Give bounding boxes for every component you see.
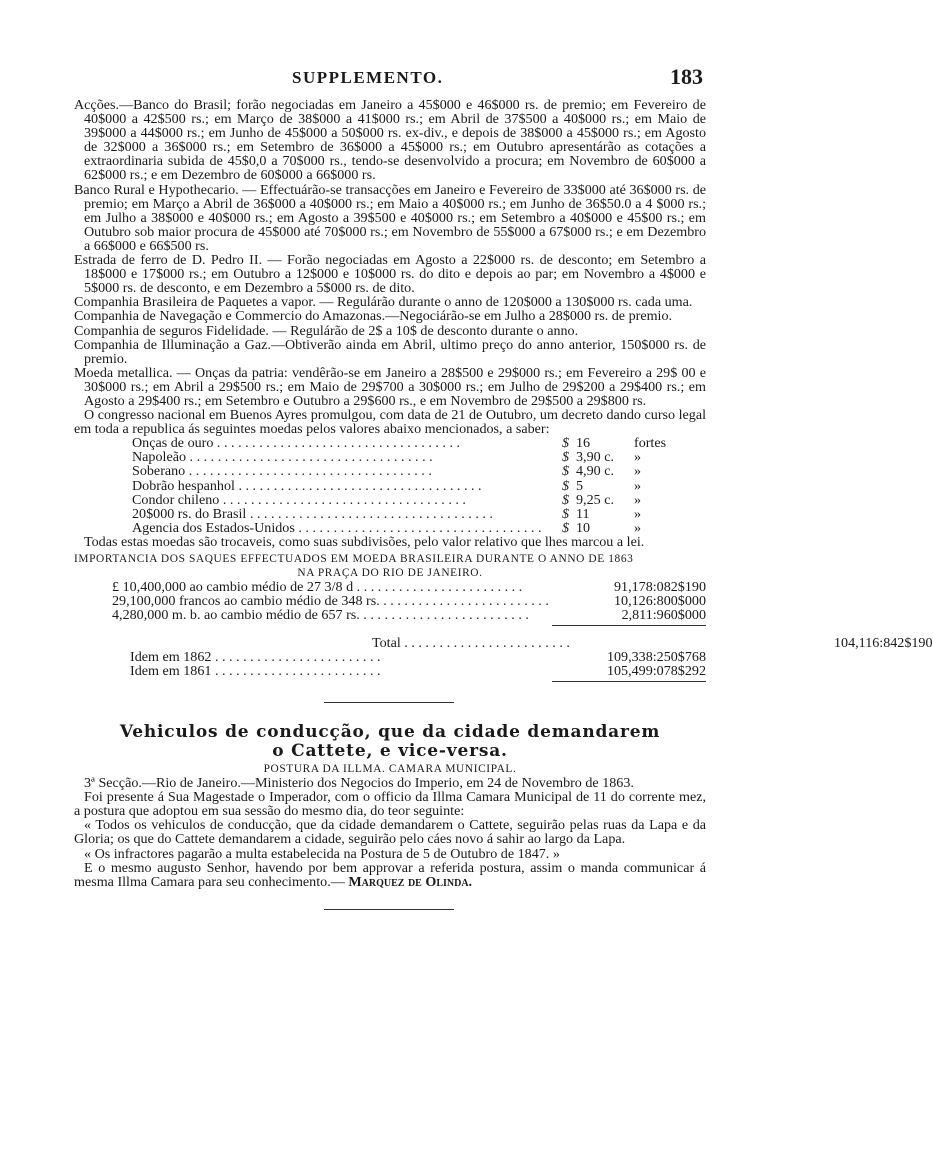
- section-paragraph: « Os infractores pagarão a multa estabelecida na Postura de 5 de Outubro de 1847. »: [84, 845, 560, 862]
- comparison-label: Idem em 1861 . . .: [112, 664, 592, 678]
- coin-row: [132, 464, 706, 478]
- section-subheading: POSTURA DA ILLMA. CAMARA MUNICIPAL.: [263, 762, 517, 775]
- closing-text: E o mesmo augusto Senhor, havendo por bem approvar a referida postura, assim o manda communicar á mesma Illma Camara para seu conhecimento.—: [74, 859, 706, 890]
- table-row: [112, 608, 706, 622]
- coin-symbol: $: [562, 491, 570, 508]
- end-rule: [552, 681, 706, 682]
- row-amount: 10,126:800$000: [613, 593, 706, 610]
- coin-symbol: $: [562, 477, 570, 494]
- section-title-line1: Vehiculos de conducção, que da cidade demandarem: [119, 721, 661, 742]
- coin-row: [132, 521, 706, 535]
- entry-estrada-ferro: Estrada de ferro de D. Pedro II. — Forão negociadas em Agosto a 22$000 rs. de desconto; em Setembro a 18$000 e 17$000 rs.; em Outubro a 12$000 e 10$000 rs. do dito e depois ao par; em Novembro a 4$000 e 5$000 rs. de desconto, e em Dezembro a 5$000 rs. de dito.: [74, 252, 706, 297]
- coin-value: 16: [576, 435, 591, 452]
- signature: Marquez de Olinda.: [348, 873, 473, 890]
- entry-companhia-paquetes: Companhia Brasileira de Paquetes a vapor. — Regulárão durante o anno de 120$000 a 130$000 rs. cada uma.: [74, 294, 693, 311]
- coin-unit: »: [634, 505, 642, 522]
- sum-rule: [552, 625, 706, 626]
- coin-value: 10: [576, 519, 591, 536]
- section-paragraph: Foi presente á Sua Magestade o Imperador, com o officio da Illma Camara Municipal de 11 do corrente mez, a postura que adoptou em sua sessão do mesmo dia, do teor seguinte:: [74, 789, 706, 820]
- running-header: [0, 64, 757, 92]
- coin-unit: »: [634, 477, 642, 494]
- coin-value: 9,25 c.: [576, 491, 614, 508]
- coin-symbol: $: [562, 505, 570, 522]
- page-number: 183: [670, 64, 703, 89]
- row-label: 29,100,000 francos ao cambio médio de 348 rs. . . .: [112, 594, 574, 608]
- row-label: 4,280,000 m. b. ao cambio médio de 657 rs. . . .: [112, 608, 574, 622]
- footer-rule: [324, 909, 454, 910]
- entry-illuminacao-gaz: Companhia de Illuminação a Gaz.—Obtiverão ainda em Abril, ultimo preço do anno anterior, 150$000 rs. de premio.: [74, 336, 706, 367]
- coin-name: Onças de ouro . . .: [132, 436, 562, 450]
- coin-unit: »: [634, 491, 642, 508]
- saques-table: [112, 579, 933, 682]
- comparison-row: [112, 650, 706, 664]
- coin-row: [132, 493, 706, 507]
- comparison-amount: 105,499:078$292: [606, 663, 706, 680]
- table-row: [112, 580, 706, 594]
- coin-name: Soberano . . .: [132, 464, 562, 478]
- coin-unit: »: [634, 519, 642, 536]
- entry-moeda-metallica: Moeda metallica. — Onças da patria: vendêrão-se em Janeiro a 28$500 e 29$000 rs.; em Fevereiro a 29$ 00 e 30$000 rs.; em Abril a 29$500 rs.; em Maio de 29$700 a 30$000 rs.; em Julho de 29$200 a 29$400 rs.; em Agosto a 29$400 rs.; em Setembro e Outubro a 29$600 rs., e em Novembro de 29$500 a 29$800 rs.: [74, 364, 706, 409]
- comparison-row: [112, 664, 706, 678]
- coins-note: Todas estas moedas são trocaveis, como suas subdivisões, pelo valor relativo que lhes marcou a lei.: [84, 533, 645, 550]
- coin-name: Dobrão hespanhol . . .: [132, 479, 562, 493]
- coin-row: [132, 436, 706, 450]
- market-entries: [74, 97, 933, 910]
- coin-value: 4,90 c.: [576, 463, 614, 480]
- coin-value: 11: [576, 505, 590, 522]
- coin-value: 3,90 c.: [576, 449, 614, 466]
- total-label: Total . . .: [112, 636, 834, 650]
- coin-symbol: $: [562, 519, 570, 536]
- row-label: £ 10,400,000 ao cambio médio de 27 3/8 d . . .: [112, 580, 574, 594]
- coin-name: Napoleão . . .: [132, 450, 562, 464]
- table-row: [112, 594, 706, 608]
- section-paragraph: « Todos os vehiculos de conducção, que da cidade demandarem o Cattete, seguirão pelas ruas da Lapa e da Gloria; os que do Cattete demandarem a cidade, seguirão pelo cáes novo á sahir ao largo da Lapa.: [74, 817, 706, 848]
- section-separator: [324, 702, 454, 703]
- section-vehiculos: [74, 723, 706, 889]
- coin-unit: »: [634, 463, 642, 480]
- coin-symbol: $: [562, 463, 570, 480]
- total-amount: 104,116:842$190: [834, 635, 933, 652]
- entry-seguros-fidelidade: Companhia de seguros Fidelidade. — Regulárão de 2$ a 10$ de desconto durante o anno.: [74, 322, 579, 339]
- coin-unit: fortes: [634, 435, 667, 452]
- section-title-line2: o Cattete, e vice-versa.: [272, 740, 508, 761]
- table-title: IMPORTANCIA DOS SAQUES EFFECTUADOS EM MOEDA BRASILEIRA DURANTE O ANNO DE 1863: [74, 553, 634, 565]
- coin-row: [132, 479, 706, 493]
- coin-value: 5: [576, 477, 584, 494]
- entry-companhia-amazonas: Companhia de Navegação e Commercio do Amazonas.—Negociárão-se em Julho a 28$000 rs. de premio.: [74, 308, 673, 325]
- section-paragraph: 3ª Secção.—Rio de Janeiro.—Ministerio dos Negocios do Imperio, em 24 de Novembro de 1863.: [84, 775, 634, 792]
- decree-paragraph: O congresso nacional em Buenos Ayres promulgou, com data de 21 de Outubro, um decreto dando curso legal em toda a republica ás seguintes moedas pelos valores abaixo mencionados, a saber:: [74, 407, 706, 438]
- coin-name: Condor chileno . . .: [132, 493, 562, 507]
- row-amount: 2,811:960$000: [621, 607, 706, 624]
- running-title: SUPPLEMENTO.: [292, 68, 444, 87]
- coin-row: [132, 450, 706, 464]
- coin-name: Agencia dos Estados-Unidos . . .: [132, 521, 562, 535]
- closing-paragraph: [74, 861, 706, 889]
- entry-banco-brasil: Acções.—Banco do Brasil; forão negociadas em Janeiro a 45$000 e 46$000 rs. de premio; em Fevereiro de 40$000 a 42$500 rs.; em Março de 38$000 a 41$000 rs.; em Abril de 37$500 a 40$000 rs.; em Maio de 39$000 a 44$000 rs.; em Junho de 45$000 a 50$000 rs. ex-div., e depois de 38$000 a 45$000 rs.; em Agosto de 32$000 a 36$000 rs.; em Setembro de 36$000 a 45$000 rs.; em Outubro apresentárão as cotações a extraordinaria subida de 45$0,0 a 70$000 rs., tendo-se desenvolvido a procura; em Novembro de 60$000 a 62$000 rs.; e em Dezembro de 60$000 a 66$000 rs.: [74, 97, 706, 184]
- entry-banco-rural: Banco Rural e Hypothecario. — Effectuárão-se transacções em Janeiro e Fevereiro de 33$000 até 36$000 rs. de premio; em Março a Abril de 36$000 a 40$000 rs.; em Maio a 40$000 rs.; em Junho de 36$50.0 a 4 $000 rs.; em Julho a 38$000 e 40$000 rs.; em Agosto a 39$500 e 40$000 rs.; em Setembro a 40$000 e 45$00 rs.; em Outubro sob maior procura de 45$000 até 70$000 rs.; em Novembro de 55$000 a 67$000 rs.; e em Dezembro a 66$000 e 66$500 rs.: [74, 181, 706, 254]
- coin-unit: »: [634, 449, 642, 466]
- coin-name: 20$000 rs. do Brasil . . .: [132, 507, 562, 521]
- comparison-amount: 109,338:250$768: [606, 649, 706, 666]
- coin-row: [132, 507, 706, 521]
- row-amount: 91,178:082$190: [613, 579, 706, 595]
- coin-list: [132, 436, 706, 535]
- table-subtitle: NA PRAÇA DO RIO DE JANEIRO.: [297, 566, 483, 579]
- coin-symbol: $: [562, 449, 570, 466]
- coin-symbol: $: [562, 435, 570, 452]
- comparison-label: Idem em 1862 . . .: [112, 650, 592, 664]
- total-row: [112, 635, 933, 652]
